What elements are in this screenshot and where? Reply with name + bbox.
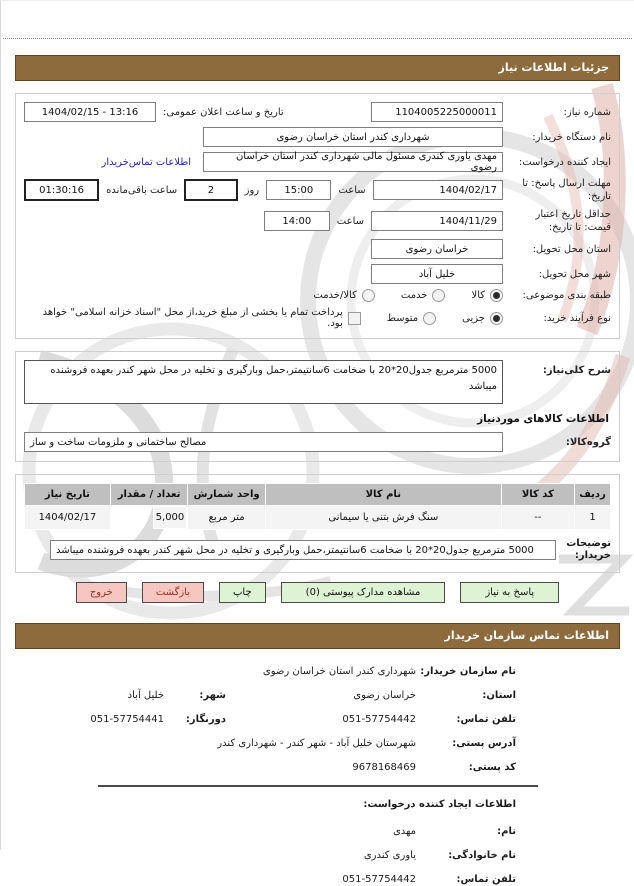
required-goods-heading: اطلاعات کالاهای موردنیاز bbox=[477, 413, 609, 425]
contact-fax-value: 051-57754441 bbox=[90, 713, 164, 725]
cell-quantity: 5,000 bbox=[153, 506, 188, 529]
need-number-label: شماره نیاز: bbox=[563, 106, 611, 118]
row-postal-address bbox=[1, 737, 634, 750]
request-creator-label: ایجاد کننده درخواست: bbox=[518, 156, 611, 168]
deadline-hour-label: ساعت bbox=[338, 184, 366, 196]
response-deadline-label: مهلت ارسال پاسخ: تا تاریخ: bbox=[522, 178, 611, 202]
row-subject-category bbox=[24, 289, 611, 302]
need-info-panel bbox=[15, 93, 620, 339]
buyer-contact-link[interactable]: اطلاعات تماس‌خریدار bbox=[101, 156, 191, 168]
postal-code-label: کد پستی: bbox=[468, 761, 516, 773]
buyer-org-label: نام دستگاه خریدار: bbox=[532, 131, 611, 143]
contact-province-label: استان: bbox=[482, 689, 516, 701]
remaining-hours-label: ساعت باقی‌مانده bbox=[106, 184, 178, 196]
action-buttons bbox=[11, 582, 624, 603]
contact-city-label: شهر: bbox=[199, 689, 226, 701]
remaining-time-field[interactable]: 01:30:16 bbox=[24, 179, 99, 201]
price-validity-label: حداقل تاریخ اعتبار قیمت: تا تاریخ: bbox=[535, 209, 611, 233]
buyer-note-field[interactable]: 5000 مترمربع جدول20*20 با ضخامت 6سانتیمتر،حمل وبارگیری و تخلیه در محل شهر کندر بعهده فروشنده میباشد bbox=[50, 540, 556, 560]
col-unit: واحد شمارش bbox=[188, 484, 266, 506]
delivery-city-label: شهر محل تحویل: bbox=[538, 268, 611, 280]
first-name-label: نام: bbox=[497, 825, 516, 837]
need-description-label: شرح کلی‌نیاز: bbox=[542, 365, 611, 376]
respond-button[interactable]: پاسخ به نیاز bbox=[460, 582, 559, 603]
last-name-label: نام خانوادگی: bbox=[448, 849, 516, 861]
need-number-field[interactable]: 1104005225000011 bbox=[371, 102, 503, 122]
price-validity-date-field[interactable]: 1404/11/29 bbox=[371, 211, 503, 231]
row-need-number bbox=[24, 102, 611, 122]
remaining-days-field[interactable]: 2 bbox=[184, 179, 237, 201]
row-creator-phone bbox=[1, 873, 634, 886]
option-minor-label: جزیی bbox=[462, 312, 485, 324]
row-org-name bbox=[1, 665, 634, 678]
row-purchase-process bbox=[24, 307, 611, 329]
row-buyer-note bbox=[24, 538, 611, 563]
top-whitespace bbox=[3, 1, 632, 39]
response-deadline-date-field[interactable]: 1404/02/17 bbox=[373, 180, 503, 200]
treasury-note-label: پرداخت تمام یا بخشی از مبلغ خرید،از محل "اسناد خزانه اسلامی" خواهد بود. bbox=[42, 307, 343, 329]
creator-phone-value: 051-57754442 bbox=[342, 873, 416, 885]
table-row[interactable] bbox=[25, 506, 611, 530]
row-need-description bbox=[24, 360, 611, 404]
row-buyer-org bbox=[24, 127, 611, 147]
announce-datetime-label: تاریخ و ساعت اعلان عمومی: bbox=[163, 106, 284, 118]
items-table bbox=[24, 483, 611, 530]
radio-medium[interactable] bbox=[423, 312, 436, 325]
request-creator-field[interactable]: مهدی یاوری کندری مسئول مالی شهرداری کندر استان خراسان رضوی bbox=[203, 152, 503, 172]
org-name-label: نام سازمان خریدار: bbox=[420, 665, 516, 677]
treasury-checkbox[interactable] bbox=[348, 312, 361, 325]
col-item-code: کد کالا bbox=[501, 484, 574, 506]
goods-group-label: گروه‌کالا: bbox=[565, 436, 611, 448]
radio-goods-selected[interactable] bbox=[490, 289, 503, 302]
contact-fax-label: دورنگار: bbox=[185, 713, 226, 725]
print-button[interactable]: چاپ bbox=[219, 582, 266, 603]
radio-minor-selected[interactable] bbox=[490, 312, 503, 325]
section-header-need-details: جزئیات اطلاعات نیاز bbox=[15, 55, 620, 81]
org-name-value: شهرداری کندر استان خراسان رضوی bbox=[262, 665, 416, 677]
subject-category-label: طبقه بندی موضوعی: bbox=[522, 290, 611, 301]
postal-address-label: آدرس پستی: bbox=[452, 737, 516, 749]
cell-item-code: -- bbox=[501, 506, 574, 530]
postal-code-value: 9678168469 bbox=[352, 761, 416, 773]
first-name-value: مهدی bbox=[392, 825, 416, 837]
delivery-province-field[interactable]: خراسان رضوی bbox=[371, 239, 503, 259]
row-response-deadline bbox=[24, 177, 611, 203]
contact-phone-value: 051-57754442 bbox=[342, 713, 416, 725]
radio-goods-service[interactable] bbox=[362, 289, 375, 302]
contact-city-value: خلیل آباد bbox=[127, 689, 164, 701]
col-item-name: نام کالا bbox=[265, 484, 501, 506]
creator-section-title: اطلاعات ایجاد کننده درخواست: bbox=[363, 798, 516, 810]
section-header-buyer-contact: اطلاعات تماس سازمان خریدار bbox=[15, 623, 620, 649]
col-need-date: تاریخ نیاز bbox=[25, 484, 111, 506]
option-goods-service-label: کالا/خدمت bbox=[313, 290, 357, 301]
need-description-panel bbox=[15, 351, 620, 462]
delivery-city-field[interactable]: خلیل آباد bbox=[371, 264, 503, 284]
row-delivery-city bbox=[24, 264, 611, 284]
exit-button[interactable]: خروج bbox=[76, 582, 127, 603]
cell-unit: متر مربع bbox=[188, 506, 266, 530]
creator-phone-label: تلفن تماس: bbox=[456, 873, 516, 885]
row-province-city bbox=[1, 689, 634, 702]
days-label: روز bbox=[244, 184, 260, 196]
col-row-number: ردیف bbox=[575, 484, 611, 506]
cell-need-date: 1404/02/17 bbox=[25, 506, 111, 530]
purchase-process-label: نوع فرآیند خرید: bbox=[543, 312, 611, 324]
announce-datetime-field[interactable]: 1404/02/15 - 13:16 bbox=[24, 102, 156, 122]
contact-province-value: خراسان رضوی bbox=[353, 689, 416, 701]
row-price-validity bbox=[24, 208, 611, 234]
last-name-value: یاوری کندری bbox=[363, 849, 416, 861]
cell-row-number: 1 bbox=[575, 506, 611, 530]
items-panel bbox=[15, 474, 620, 573]
col-quantity: تعداد / مقدار bbox=[110, 484, 188, 506]
row-last-name bbox=[1, 849, 634, 862]
option-goods-label: کالا bbox=[471, 290, 485, 301]
row-delivery-province bbox=[24, 239, 611, 259]
option-medium-label: متوسط bbox=[386, 312, 419, 324]
goods-group-field[interactable]: مصالح ساختمانی و ملزومات ساخت و ساز bbox=[24, 432, 503, 452]
cell-item-name: سنگ فرش بتنی یا سیمانی bbox=[265, 506, 501, 530]
postal-address-value: شهرستان خلیل آباد - شهر کندر - شهرداری کندر bbox=[217, 737, 416, 749]
need-description-textarea[interactable]: 5000 مترمربع جدول20*20 با ضخامت 6سانتیمتر،حمل وبارگیری و تخلیه در محل شهر کندر بعهده فروشنده میباشد bbox=[24, 360, 503, 404]
back-button[interactable]: بازگشت bbox=[142, 582, 204, 603]
buyer-contact-section bbox=[1, 665, 634, 774]
radio-service[interactable] bbox=[432, 289, 445, 302]
option-service-label: خدمت bbox=[400, 290, 428, 301]
buyer-org-field[interactable]: شهرداری کندر استان خراسان رضوی bbox=[203, 127, 503, 147]
view-attachments-button[interactable]: مشاهده مدارک پیوستی (0) bbox=[281, 582, 446, 603]
buyer-note-label: توضیحات خریدار: bbox=[566, 537, 611, 561]
section-divider bbox=[98, 785, 538, 787]
price-validity-time-field[interactable]: 14:00 bbox=[264, 211, 330, 231]
row-postal-code bbox=[1, 761, 634, 774]
items-table-header-row bbox=[25, 484, 611, 506]
row-first-name bbox=[1, 825, 634, 838]
row-request-creator bbox=[24, 152, 611, 172]
response-deadline-time-field[interactable]: 15:00 bbox=[266, 180, 331, 200]
validity-hour-label: ساعت bbox=[336, 215, 364, 227]
delivery-province-label: استان محل تحویل: bbox=[532, 243, 611, 255]
row-goods-group bbox=[24, 432, 611, 452]
row-phone-fax bbox=[1, 713, 634, 726]
request-creator-section bbox=[1, 799, 634, 886]
contact-phone-label: تلفن تماس: bbox=[456, 713, 516, 725]
